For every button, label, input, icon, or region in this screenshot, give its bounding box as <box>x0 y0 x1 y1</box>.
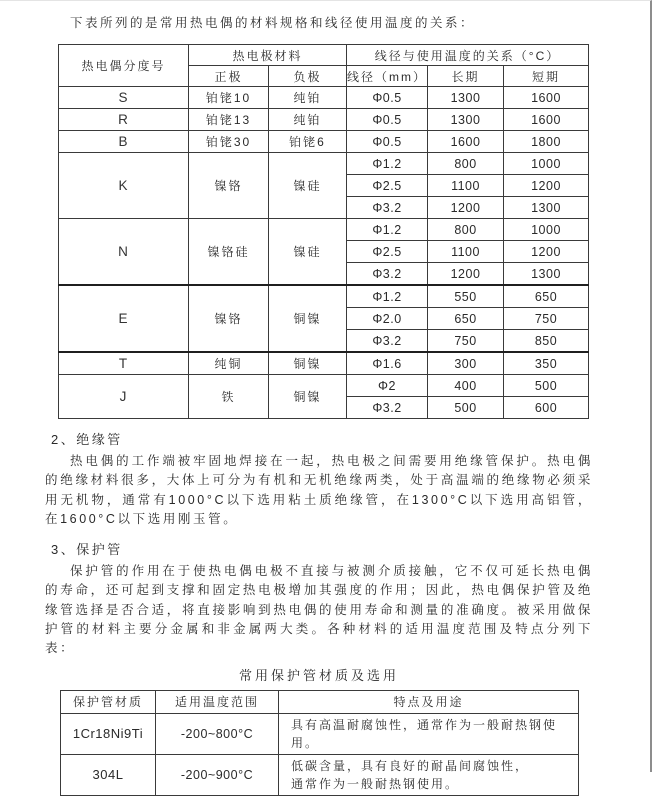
table-row <box>59 285 589 308</box>
cell-short-term: 1600 <box>504 87 589 109</box>
cell-short-term: 1000 <box>504 219 589 241</box>
cell-long-term: 1600 <box>428 131 504 153</box>
col-header-wire-group: 线径与使用温度的关系（°C） <box>347 45 589 66</box>
cell-diameter: Φ1.2 <box>347 219 428 241</box>
cell-negative-material: 铜镍 <box>269 375 347 419</box>
cell-negative-material: 铂铑6 <box>269 131 347 153</box>
col-header-short-term: 短期 <box>504 66 589 87</box>
table-row <box>59 352 589 375</box>
feature-line: 低碳含量，具有良好的耐晶间腐蚀性， <box>291 758 530 773</box>
table-row <box>59 109 589 131</box>
cell-short-term: 1600 <box>504 109 589 131</box>
cell-negative-material: 镍硅 <box>269 219 347 286</box>
table-row <box>61 713 579 754</box>
cell-positive-material: 铂铑10 <box>189 87 269 109</box>
table-header-row <box>61 690 579 713</box>
section-3-heading: 3、保护管 <box>51 542 123 558</box>
cell-short-term: 1000 <box>504 153 589 175</box>
cell-code: S <box>59 87 189 109</box>
col-header-index-code: 热电偶分度号 <box>59 45 189 87</box>
protection-table-title: 常用保护管材质及选用 <box>238 667 399 683</box>
thermocouple-table <box>58 44 589 419</box>
cell-diameter: Φ0.5 <box>347 87 428 109</box>
cell-diameter: Φ2 <box>347 375 428 397</box>
table-row <box>59 131 589 153</box>
cell-short-term: 1200 <box>504 175 589 197</box>
cell-code: B <box>59 131 189 153</box>
cell-material: 304L <box>61 754 156 795</box>
cell-positive-material: 铂铑30 <box>189 131 269 153</box>
cell-short-term: 1800 <box>504 131 589 153</box>
intro-paragraph: 下表所列的是常用热电偶的材料规格和线径使用温度的关系： <box>70 16 476 30</box>
cell-positive-material: 铂铑13 <box>189 109 269 131</box>
cell-code: K <box>59 153 189 219</box>
cell-diameter: Φ3.2 <box>347 330 428 353</box>
cell-diameter: Φ2.5 <box>347 175 428 197</box>
cell-short-term: 850 <box>504 330 589 353</box>
table-header-row <box>59 45 589 66</box>
cell-code: J <box>59 375 189 419</box>
cell-diameter: Φ1.6 <box>347 352 428 375</box>
cell-long-term: 1200 <box>428 197 504 219</box>
cell-long-term: 650 <box>428 308 504 330</box>
table-row <box>61 754 579 795</box>
cell-diameter: Φ3.2 <box>347 263 428 286</box>
cell-short-term: 1200 <box>504 241 589 263</box>
col-header-material: 保护管材质 <box>61 690 156 713</box>
col-header-diameter: 线径（mm） <box>347 66 428 87</box>
cell-code: R <box>59 109 189 131</box>
cell-diameter: Φ2.5 <box>347 241 428 263</box>
cell-negative-material: 纯铂 <box>269 109 347 131</box>
cell-negative-material: 纯铂 <box>269 87 347 109</box>
protection-tube-table <box>60 690 579 796</box>
feature-line: 通常作为一般耐热钢使用。 <box>291 776 460 791</box>
cell-short-term: 350 <box>504 352 589 375</box>
table-row <box>59 153 589 175</box>
cell-short-term: 600 <box>504 397 589 419</box>
cell-positive-material: 铁 <box>189 375 269 419</box>
cell-diameter: Φ3.2 <box>347 397 428 419</box>
cell-diameter: Φ1.2 <box>347 285 428 308</box>
table-row <box>59 219 589 241</box>
col-header-long-term: 长期 <box>428 66 504 87</box>
cell-long-term: 750 <box>428 330 504 353</box>
cell-features <box>279 754 579 795</box>
feature-line: 具有高温耐腐蚀性，通常作为一般耐热钢使用。 <box>291 717 558 750</box>
col-header-features: 特点及用途 <box>279 690 579 713</box>
cell-positive-material: 纯铜 <box>189 352 269 375</box>
cell-short-term: 650 <box>504 285 589 308</box>
cell-code: T <box>59 352 189 375</box>
section-3-body: 保护管的作用在于使热电偶电极不直接与被测介质接触，它不仅可延长热电偶的寿命，还可起到支撑和固定热电极增加其强度的作用；因此，热电偶保护管及绝缘管选择是否合适，将直接影响到热电偶的使用寿命和测量的准确度。被采用做保护管的材料主要分金属和非金属两大类。各种材料的适用温度范围及特点分列下表： <box>45 564 593 656</box>
cell-positive-material: 镍铬 <box>189 153 269 219</box>
cell-temp-range: -200~800°C <box>156 713 279 754</box>
cell-short-term: 500 <box>504 375 589 397</box>
cell-long-term: 1100 <box>428 175 504 197</box>
col-header-negative: 负极 <box>269 66 347 87</box>
cell-diameter: Φ2.0 <box>347 308 428 330</box>
cell-negative-material: 镍硅 <box>269 153 347 219</box>
cell-temp-range: -200~900°C <box>156 754 279 795</box>
cell-diameter: Φ0.5 <box>347 109 428 131</box>
col-header-electrode-group: 热电极材料 <box>189 45 347 66</box>
cell-negative-material: 铜镍 <box>269 352 347 375</box>
cell-short-term: 1300 <box>504 263 589 286</box>
cell-long-term: 300 <box>428 352 504 375</box>
cell-positive-material: 镍铬硅 <box>189 219 269 286</box>
cell-long-term: 400 <box>428 375 504 397</box>
cell-material: 1Cr18Ni9Ti <box>61 713 156 754</box>
cell-negative-material: 铜镍 <box>269 285 347 352</box>
cell-code: E <box>59 285 189 352</box>
cell-short-term: 750 <box>504 308 589 330</box>
cell-long-term: 1300 <box>428 87 504 109</box>
cell-long-term: 1100 <box>428 241 504 263</box>
cell-diameter: Φ0.5 <box>347 131 428 153</box>
cell-code: N <box>59 219 189 286</box>
cell-long-term: 800 <box>428 219 504 241</box>
table-row <box>59 87 589 109</box>
cell-long-term: 550 <box>428 285 504 308</box>
col-header-range: 适用温度范围 <box>156 690 279 713</box>
cell-short-term: 1300 <box>504 197 589 219</box>
cell-long-term: 800 <box>428 153 504 175</box>
cell-features <box>279 713 579 754</box>
page-content <box>0 1 650 796</box>
cell-diameter: Φ3.2 <box>347 197 428 219</box>
cell-long-term: 1300 <box>428 109 504 131</box>
section-2-heading: 2、绝缘管 <box>51 432 123 447</box>
section-2-body: 热电偶的工作端被牢固地焊接在一起，热电极之间需要用绝缘管保护。热电偶的绝缘材料很多，大体上可分为有机和无机绝缘两类，处于高温端的绝缘物必须采用无机物，通常有1000°C以下选用粘土质绝缘管，在1300°C以下选用高铝管，在1600°C以下选用刚玉管。 <box>45 454 593 526</box>
cell-diameter: Φ1.2 <box>347 153 428 175</box>
cell-long-term: 500 <box>428 397 504 419</box>
cell-long-term: 1200 <box>428 263 504 286</box>
col-header-positive: 正极 <box>189 66 269 87</box>
cell-positive-material: 镍铬 <box>189 285 269 352</box>
table-row <box>59 375 589 397</box>
